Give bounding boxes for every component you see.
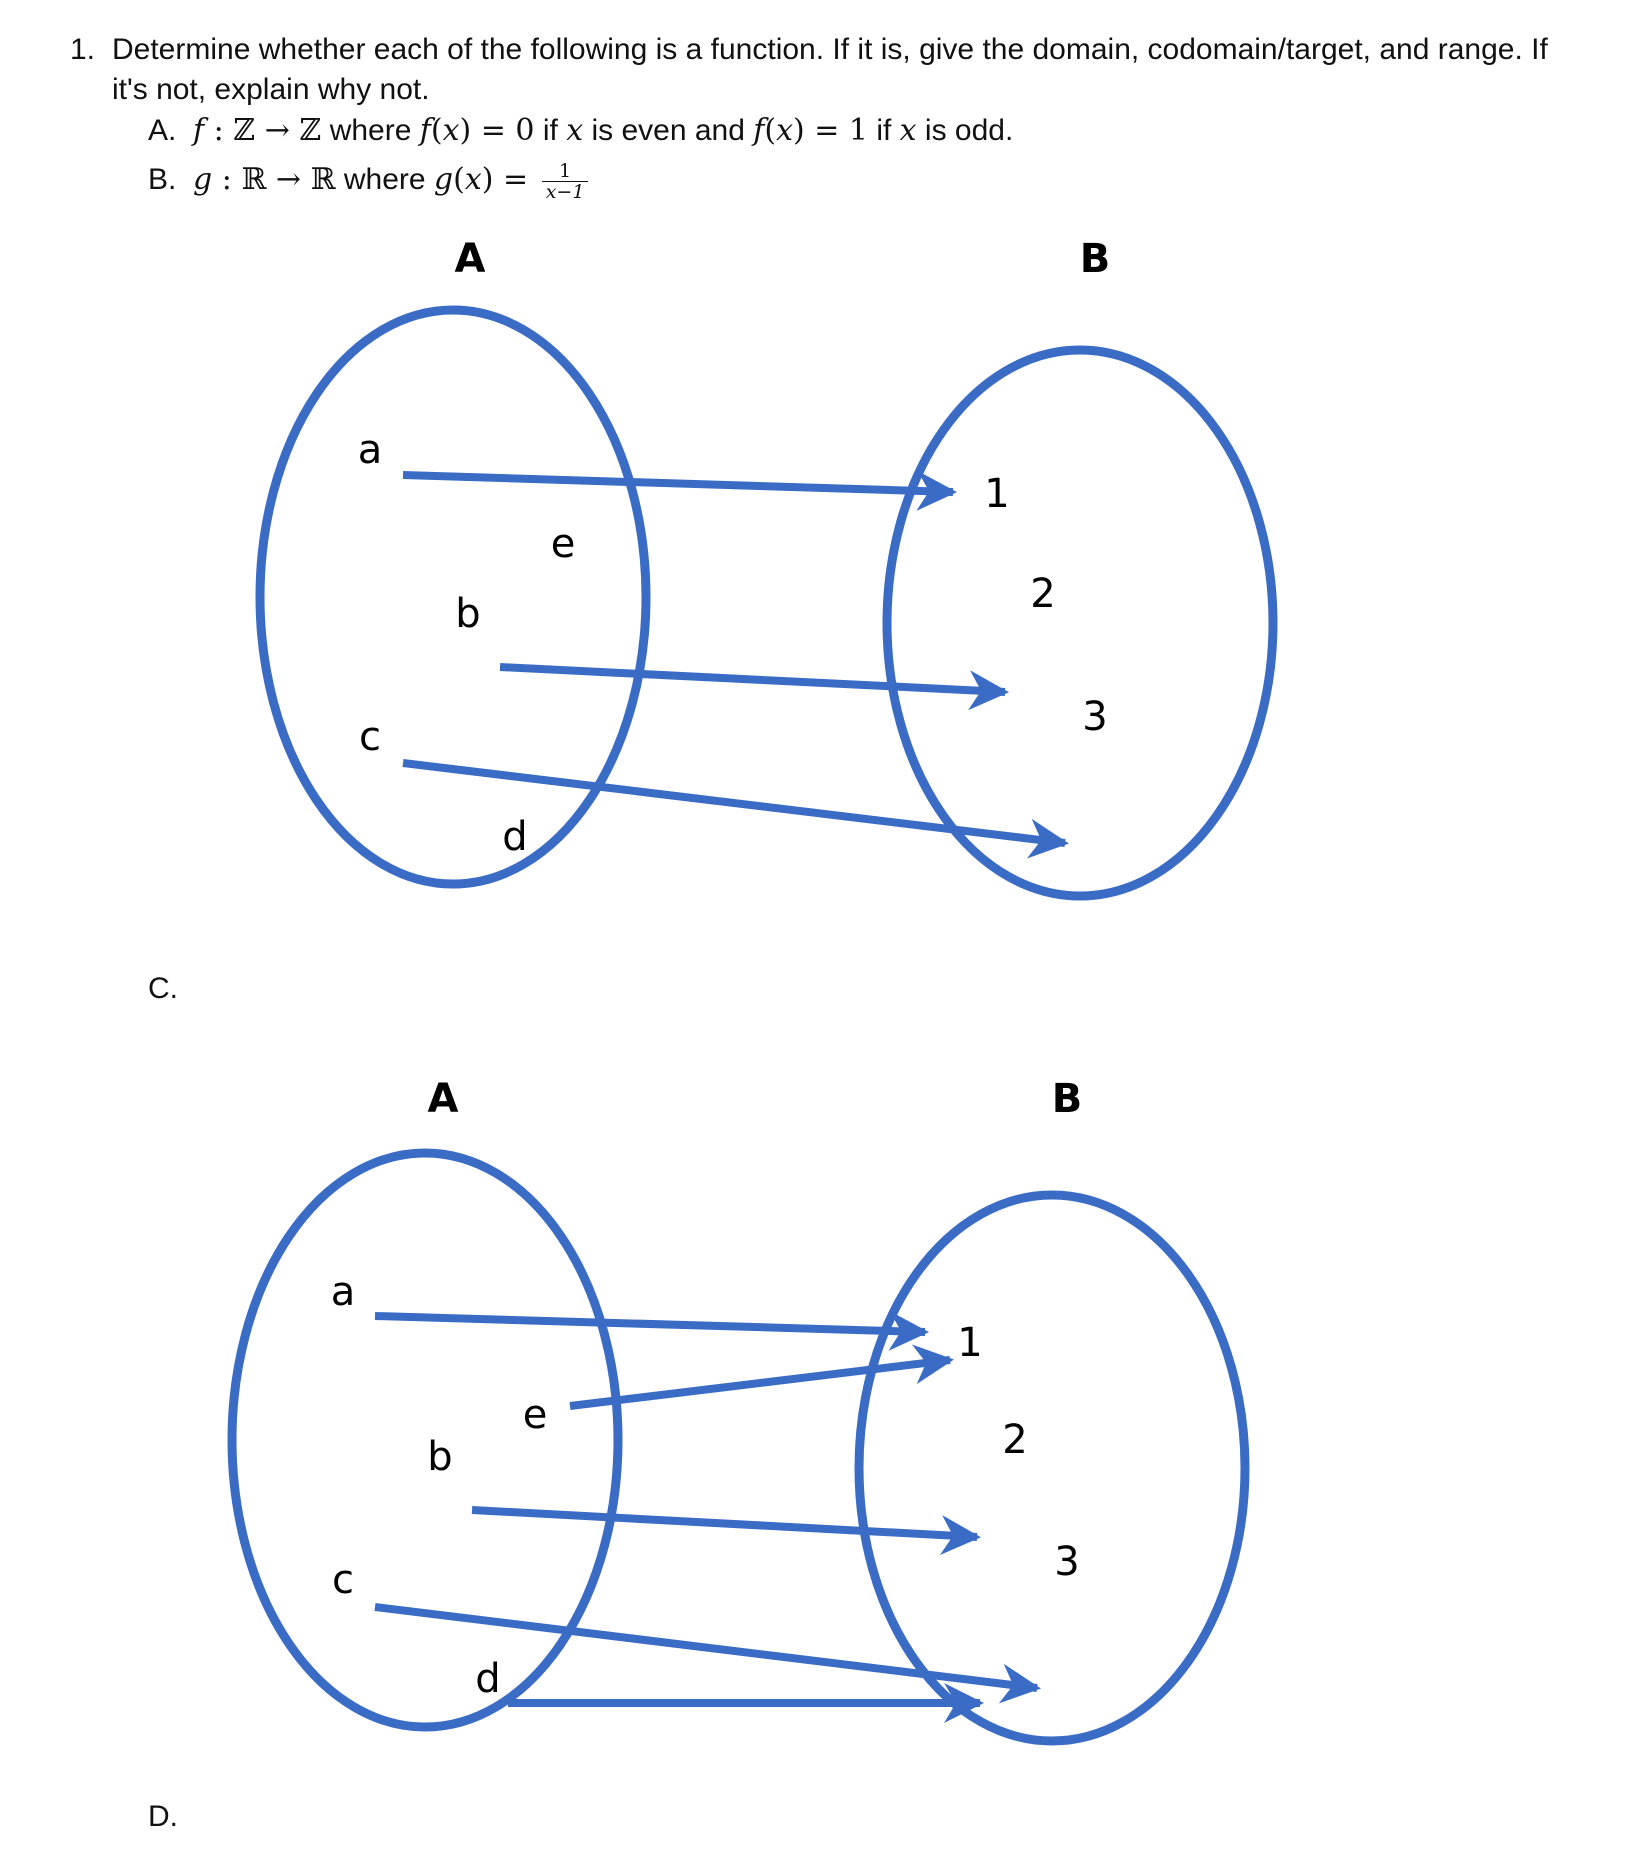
where-text: where [335, 163, 434, 196]
paren: ) [481, 162, 494, 197]
arrow-symbol: → [255, 113, 300, 148]
colon: : [212, 162, 242, 197]
element-e: e [522, 1392, 548, 1438]
diagram-d [0, 1070, 1643, 1770]
set-a-title: A [454, 236, 486, 282]
set-symbol-r-2: ℝ [310, 162, 336, 197]
element-1: 1 [957, 1320, 983, 1366]
element-e: e [550, 521, 576, 567]
set-b-title: B [1051, 1076, 1083, 1122]
element-a: a [357, 427, 383, 473]
fraction-numerator: 1 [542, 161, 589, 182]
element-1: 1 [984, 471, 1010, 517]
x-symbol: x [776, 113, 793, 148]
question-1 [70, 30, 1630, 110]
question-number: 1. [70, 33, 96, 66]
colon: : [204, 113, 234, 148]
part-b [148, 160, 588, 202]
x-symbol: x [442, 113, 460, 148]
paren: ) [459, 113, 472, 148]
arrow-a-to-1 [403, 475, 953, 492]
set-a-ellipse [232, 1153, 618, 1727]
set-b-ellipse [859, 1195, 1245, 1741]
set-symbol-z: ℤ [233, 113, 256, 148]
paren: ( [430, 113, 443, 148]
diagram-c [0, 230, 1643, 950]
x-symbol: x [566, 113, 584, 148]
fraction-denominator: x−1 [545, 180, 585, 203]
set-b-title: B [1079, 236, 1111, 282]
f-symbol: f [419, 113, 431, 148]
equals-sign: = [493, 162, 538, 197]
part-d-label: D. [148, 1800, 178, 1833]
paren: ( [764, 113, 777, 148]
set-b-ellipse [887, 350, 1273, 896]
function-name-f: f [193, 113, 205, 148]
arrow-c-to-3 [375, 1607, 1037, 1688]
element-3: 3 [1054, 1539, 1080, 1585]
part-b-label: B. [148, 163, 177, 196]
arrow-a-to-1 [375, 1316, 925, 1332]
question-stem [112, 30, 1630, 110]
g-symbol: g [433, 162, 454, 197]
equals-one: = 1 [804, 113, 868, 148]
function-name-g: g [193, 162, 213, 197]
part-a-label: A. [148, 114, 177, 147]
paren: ( [453, 162, 465, 197]
element-3: 3 [1082, 694, 1108, 740]
element-c: c [332, 1557, 354, 1603]
f-symbol: f [753, 113, 765, 148]
element-2: 2 [1002, 1417, 1028, 1463]
x-symbol: x [899, 113, 917, 148]
odd-text: is odd. [916, 114, 1014, 147]
if-text: if [868, 114, 900, 147]
part-a [148, 111, 1013, 151]
question-text-line1: Determine whether each of the following is a function. If it is, give the domain, codomain/target, and range. If [112, 33, 1548, 66]
element-a: a [330, 1269, 356, 1315]
set-a-ellipse [260, 310, 646, 884]
set-symbol-z-2: ℤ [299, 113, 322, 148]
arrow-b-to-2 [500, 667, 1005, 692]
arrow-symbol: → [266, 162, 311, 197]
element-2: 2 [1030, 571, 1056, 617]
element-d: d [475, 1656, 501, 1702]
question-text-line2: it's not, explain why not. [112, 73, 430, 106]
part-c-label: C. [148, 972, 178, 1005]
paren: ) [792, 113, 805, 148]
arrow-e-to-1 [570, 1360, 950, 1406]
x-symbol: x [464, 162, 482, 197]
element-b: b [427, 1434, 453, 1480]
element-c: c [359, 714, 381, 760]
element-d: d [502, 814, 528, 860]
element-b: b [455, 591, 481, 637]
even-text: is even and [583, 114, 754, 147]
set-a-title: A [427, 1076, 459, 1122]
equals-zero: = 0 [471, 113, 535, 148]
fraction [542, 161, 589, 202]
if-text: if [534, 114, 567, 147]
arrow-b-to-2 [472, 1510, 977, 1537]
where-text: where [321, 114, 420, 147]
set-symbol-r: ℝ [241, 162, 267, 197]
